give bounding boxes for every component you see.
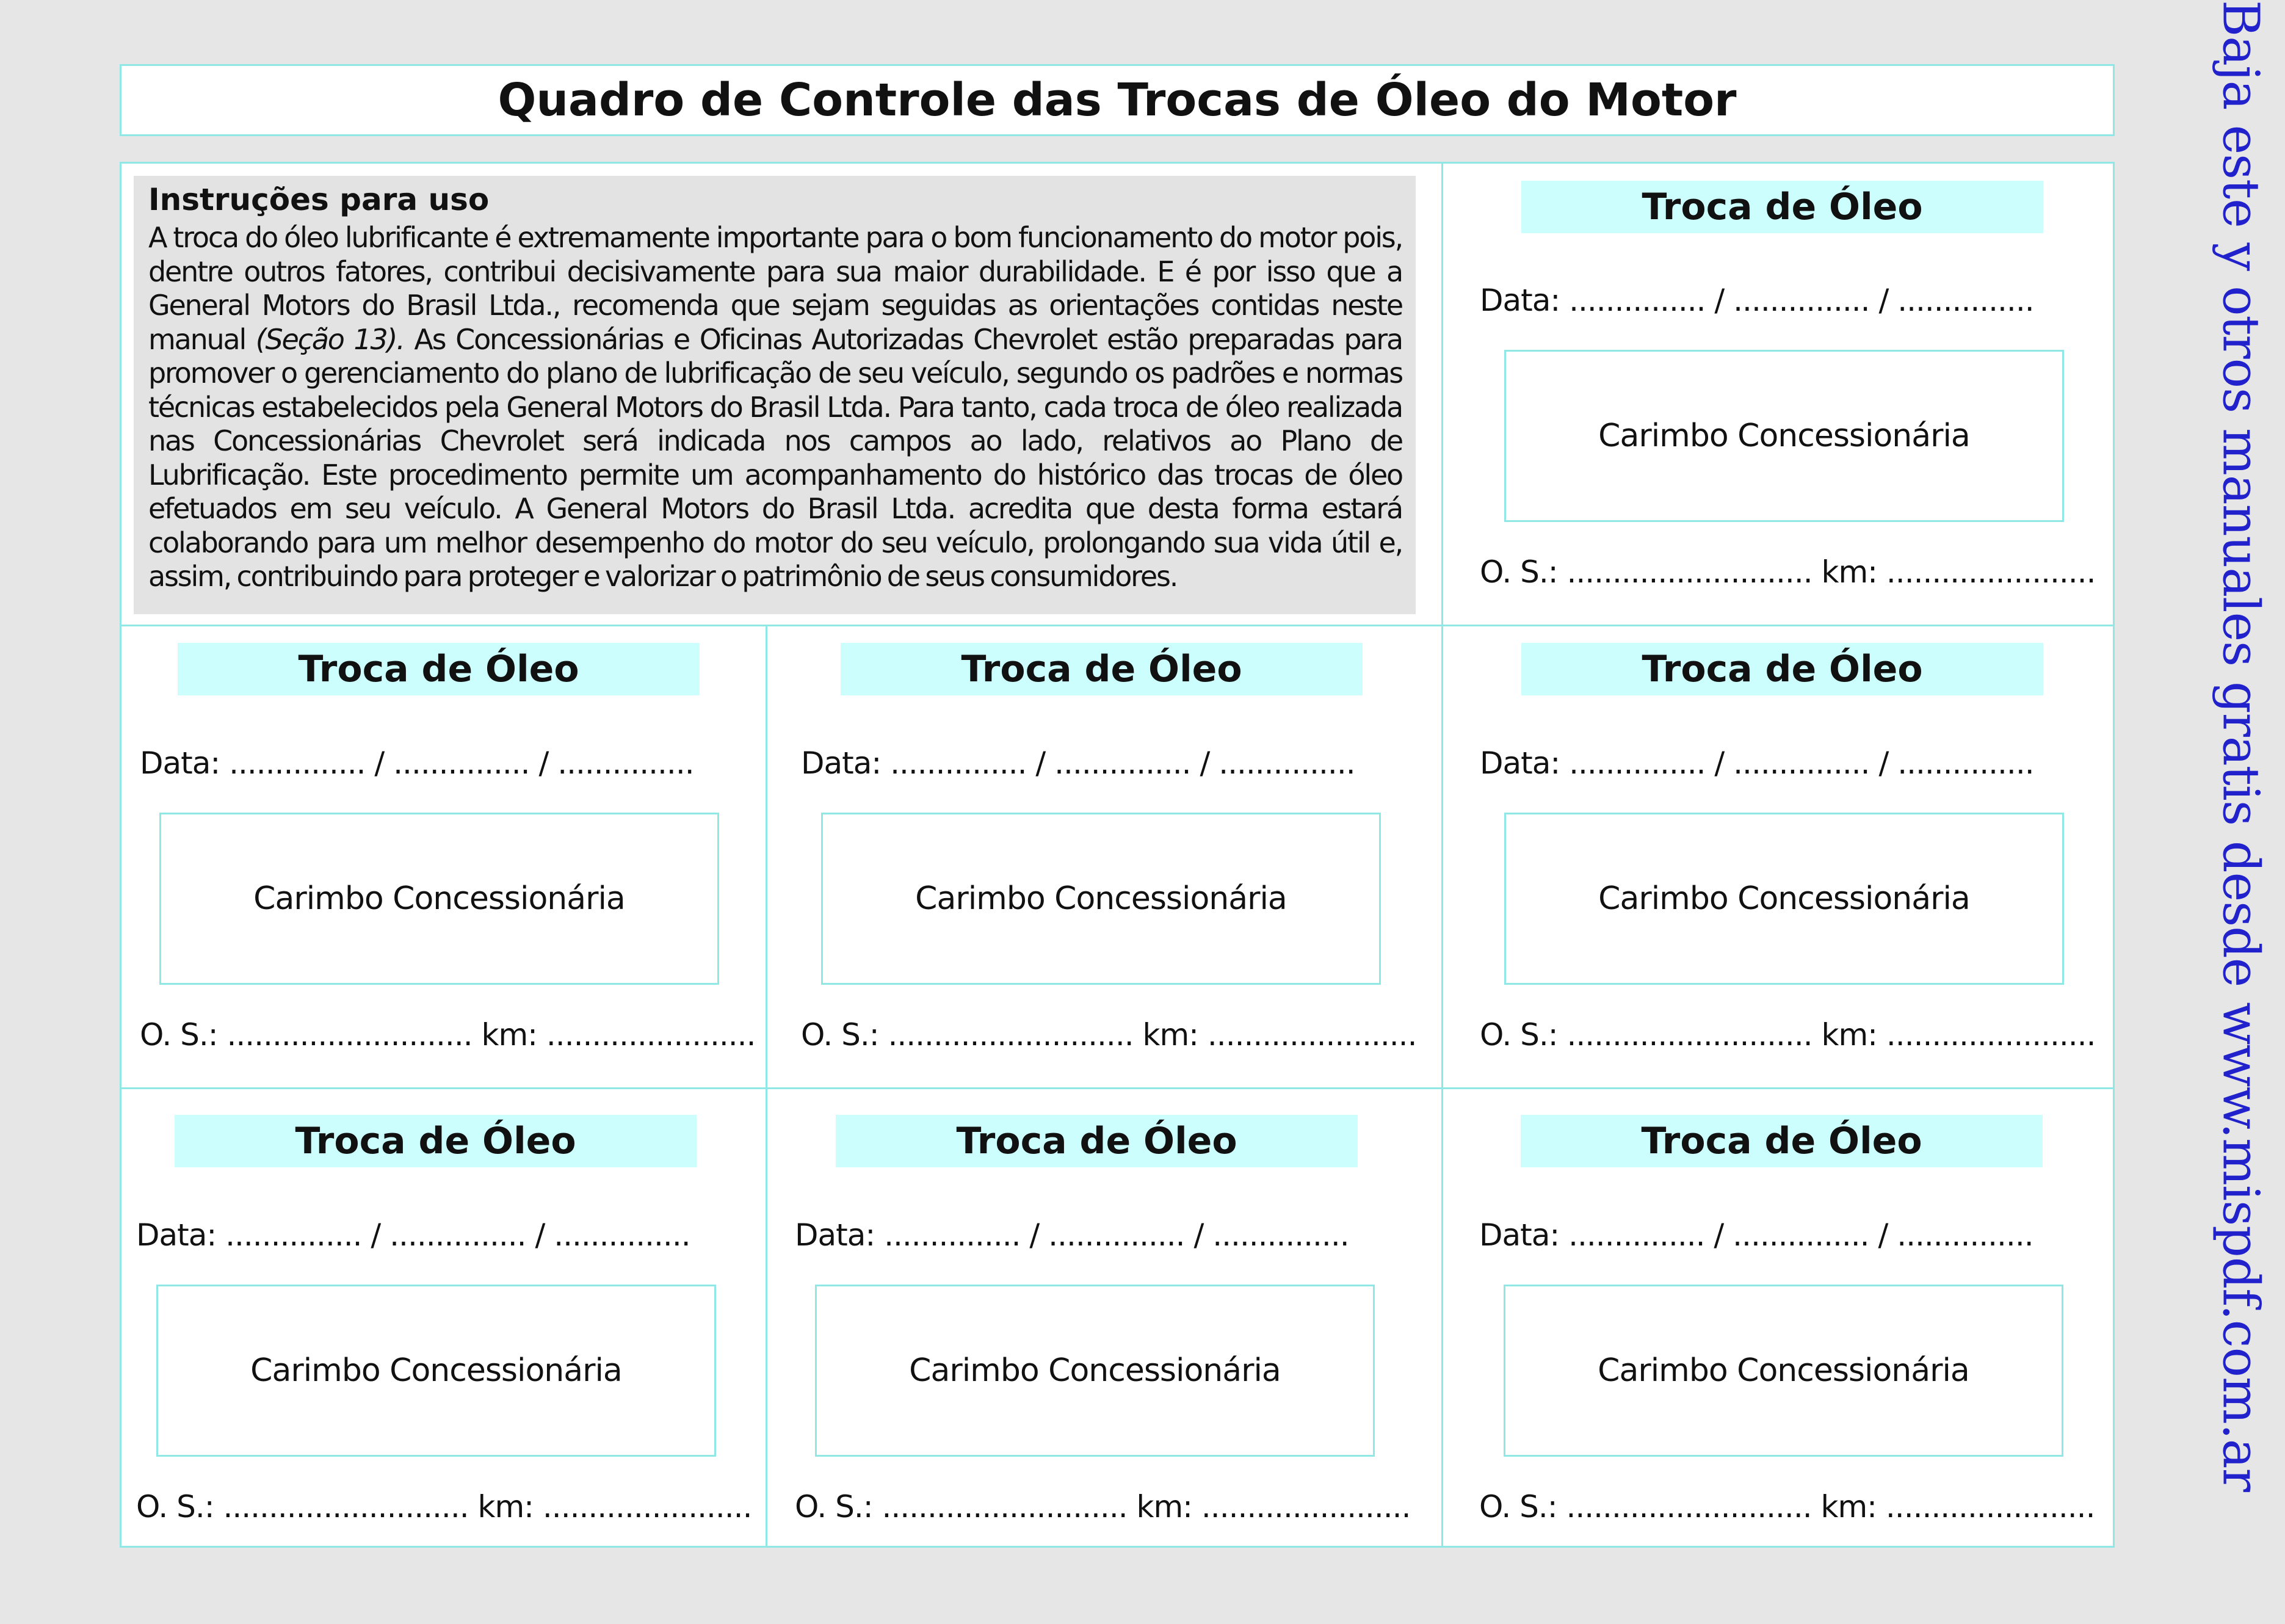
page-title-box	[120, 64, 2115, 136]
date-line[interactable]: Data: ............... / ............... / ...............	[1479, 1217, 2033, 1253]
date-line[interactable]: Data: ............... / ............... / ...............	[1480, 283, 2034, 318]
card-title: Troca de Óleo	[175, 1115, 697, 1167]
date-line[interactable]: Data: ............... / ............... / ...............	[801, 745, 1355, 781]
download-watermark	[2198, 0, 2283, 1624]
stamp-label: Carimbo Concessionária	[1598, 1352, 1969, 1389]
control-panel	[120, 162, 2115, 1548]
dealer-stamp-box	[1504, 350, 2064, 522]
card-title: Troca de Óleo	[1521, 1115, 2043, 1167]
dealer-stamp-box	[159, 813, 719, 985]
stamp-label: Carimbo Concessionária	[253, 880, 625, 917]
download-watermark-text: Baja este y otros manuales gratis desde www.mispdf.com.ar	[2211, 0, 2270, 1492]
service-order-km-line[interactable]: O. S.: ........................... km: .......................	[1479, 1489, 2095, 1524]
stamp-label: Carimbo Concessionária	[915, 880, 1287, 917]
service-order-km-line[interactable]: O. S.: ........................... km: .......................	[1480, 1017, 2096, 1053]
instructions-heading: Instruções para uso	[148, 182, 490, 217]
oil-change-card	[767, 1089, 1441, 1546]
card-title: Troca de Óleo	[1521, 181, 2043, 233]
date-line[interactable]: Data: ............... / ............... / ...............	[136, 1217, 690, 1253]
card-title: Troca de Óleo	[1521, 643, 2043, 695]
stamp-label: Carimbo Concessionária	[250, 1352, 622, 1389]
service-order-km-line[interactable]: O. S.: ........................... km: .......................	[795, 1489, 1411, 1524]
stamp-label: Carimbo Concessionária	[1598, 880, 1970, 917]
dealer-stamp-box	[1504, 1285, 2063, 1457]
oil-change-card	[1443, 626, 2113, 1087]
service-order-km-line[interactable]: O. S.: ........................... km: .......................	[1480, 554, 2096, 590]
oil-change-card	[1443, 1089, 2113, 1546]
page-title: Quadro de Controle das Trocas de Óleo do Motor	[498, 74, 1737, 126]
oil-change-card	[121, 1089, 766, 1546]
date-line[interactable]: Data: ............... / ............... / ...............	[1480, 745, 2034, 781]
service-order-km-line[interactable]: O. S.: ........................... km: .......................	[140, 1017, 756, 1053]
instructions-text-part-1: A troca do óleo lubrificante é extremamente importante para o bom funcionamento do motor pois, dentre outros fatores, contribui decisivamente para sua maior durabilidade. E é por isso que a General Motors do Brasil Ltda., recomenda que sejam seguidas as orientações contidas neste manual	[148, 221, 1402, 356]
card-title: Troca de Óleo	[836, 1115, 1358, 1167]
instructions-text	[148, 221, 1402, 594]
date-line[interactable]: Data: ............... / ............... / ...............	[140, 745, 694, 781]
oil-change-card	[121, 626, 766, 1087]
oil-change-card	[767, 626, 1441, 1087]
instructions-text-part-2: As Concessionárias e Oficinas Autorizadas Chevrolet estão preparadas para promover o gerenciamento do plano de lubrificação de seu veículo, segundo os padrões e normas técnicas estabelecidos pela General Motors do Brasil Ltda. Para tanto, cada troca de óleo realizada nas Concessionárias Chevrolet será indicada nos campos ao lado, relativos ao Plano de Lubrificação. Este procedimento permite um acompanhamento do histórico das trocas de óleo efetuados em seu veículo. A General Motors do Brasil Ltda. acredita que desta forma estará colaborando para um melhor desempenho do motor do seu veículo, prolongando sua vida útil e, assim, contribuindo para proteger e valorizar o patrimônio de seus consumidores.	[148, 322, 1403, 593]
card-title: Troca de Óleo	[178, 643, 700, 695]
date-line[interactable]: Data: ............... / ............... / ...............	[795, 1217, 1349, 1253]
stamp-label: Carimbo Concessionária	[1598, 418, 1970, 454]
service-order-km-line[interactable]: O. S.: ........................... km: .......................	[801, 1017, 1417, 1053]
instructions-section-ref: (Seção 13).	[255, 322, 404, 356]
dealer-stamp-box	[815, 1285, 1375, 1457]
oil-change-card	[1443, 164, 2113, 625]
stamp-label: Carimbo Concessionária	[909, 1352, 1281, 1389]
dealer-stamp-box	[821, 813, 1381, 985]
instructions-box	[134, 176, 1416, 614]
card-title: Troca de Óleo	[841, 643, 1363, 695]
dealer-stamp-box	[1504, 813, 2064, 985]
service-order-km-line[interactable]: O. S.: ........................... km: .......................	[136, 1489, 752, 1524]
dealer-stamp-box	[156, 1285, 716, 1457]
